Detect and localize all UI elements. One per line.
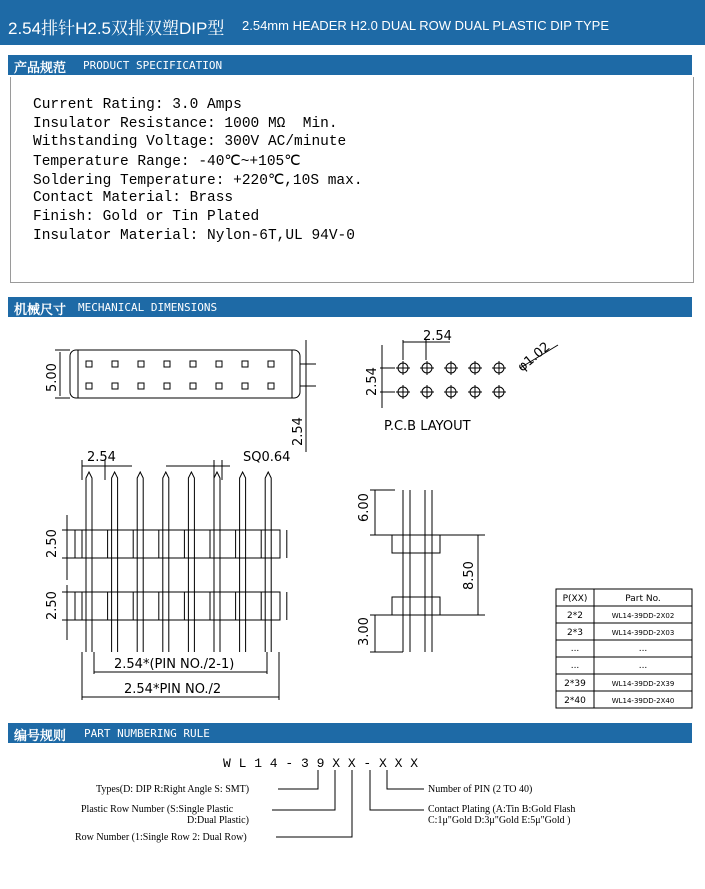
pcb-pitch-x: 2.54	[423, 329, 452, 344]
leader-pin	[387, 770, 424, 789]
front-upper-plastic	[75, 530, 280, 558]
label-row-number: Row Number (1:Single Row 2: Dual Row)	[75, 832, 247, 843]
top-pin	[164, 383, 170, 389]
dim-pin-formula-2: 2.54*PIN NO./2	[124, 682, 222, 697]
front-view-pins	[86, 472, 271, 652]
top-pin	[138, 383, 144, 389]
table-cell: 2*40	[564, 696, 586, 706]
leader-types	[278, 770, 318, 789]
dim-6-00: 6.00	[357, 493, 372, 522]
leader-plastic	[272, 770, 335, 810]
spec-line: Soldering Temperature: +220℃,10S max.	[33, 173, 363, 189]
title-cn: 2.54排针H2.5双排双塑DIP型	[8, 19, 225, 38]
side-upper-plastic	[392, 535, 440, 553]
dim-2-50-b: 2.50	[45, 591, 60, 620]
front-pin	[265, 472, 271, 652]
dim-3-00: 3.00	[357, 617, 372, 646]
table-cell: 2*2	[567, 611, 583, 621]
top-pin	[86, 361, 92, 367]
table-cell: WL14-39DD-2X02	[611, 612, 675, 620]
table-cell: WL14-39DD-2X40	[611, 697, 675, 705]
leader-plating	[370, 770, 424, 810]
spec-line: Withstanding Voltage: 300V AC/minute	[33, 134, 347, 150]
dim-2-50-a: 2.50	[45, 529, 60, 558]
dim-2-54-pitch: 2.54	[87, 450, 116, 465]
front-pin	[112, 472, 118, 652]
front-pin	[163, 472, 169, 652]
spec-line: Insulator Material: Nylon-6T,UL 94V-0	[33, 228, 355, 244]
table-header-part: Part No.	[625, 594, 661, 604]
dim-2-54-side: 2.54	[291, 417, 306, 446]
title-en: 2.54mm HEADER H2.0 DUAL ROW DUAL PLASTIC DIP TYPE	[242, 18, 609, 33]
label-plating-2: C:1μ"Gold D:3μ"Gold E:5μ"Gold )	[428, 815, 571, 826]
top-pin	[86, 383, 92, 389]
numbering-title-cn: 编号规则	[14, 729, 67, 744]
front-lower-plastic	[75, 592, 280, 620]
top-pin	[190, 361, 196, 367]
table-cell: ...	[570, 644, 580, 654]
top-pin	[164, 361, 170, 367]
pcb-pitch-y: 2.54	[365, 367, 380, 396]
top-pin	[216, 361, 222, 367]
dim-pin-formula-1: 2.54*(PIN NO./2-1)	[114, 657, 235, 672]
table-cell: ...	[638, 661, 648, 671]
numbering-title-en: PART NUMBERING RULE	[84, 727, 210, 740]
spec-line: Insulator Resistance: 1000 MΩ Min.	[33, 116, 338, 132]
front-pin	[86, 472, 92, 652]
dim-5-00: 5.00	[45, 363, 60, 392]
spec-line: Temperature Range: -40℃~+105℃	[33, 154, 301, 170]
numbering-section-header	[8, 723, 692, 743]
table-header-p: P(XX)	[562, 594, 588, 604]
part-code: W L 1 4 - 3 9 X X - X X X	[223, 756, 419, 771]
top-pin	[268, 383, 274, 389]
label-pin-count: Number of PIN (2 TO 40)	[428, 784, 533, 795]
top-view-pins	[86, 361, 274, 389]
side-lower-plastic	[392, 597, 440, 615]
table-cell: 2*39	[564, 679, 586, 689]
spec-title-en: PRODUCT SPECIFICATION	[83, 59, 223, 72]
dim-sq: SQ0.64	[243, 450, 291, 465]
top-pin	[242, 383, 248, 389]
top-pin	[112, 383, 118, 389]
pcb-layout-label: P.C.B LAYOUT	[384, 419, 471, 434]
front-pin	[137, 472, 143, 652]
top-pin	[138, 361, 144, 367]
front-pin	[214, 472, 220, 652]
label-plastic-row-1: Plastic Row Number (S:Single Plastic	[81, 804, 234, 815]
spec-line: Current Rating: 3.0 Amps	[33, 97, 242, 113]
top-pin	[242, 361, 248, 367]
table-cell: ...	[570, 661, 580, 671]
top-pin	[216, 383, 222, 389]
leader-row	[276, 770, 352, 837]
spec-line: Contact Material: Brass	[33, 190, 234, 206]
top-view-body	[70, 350, 300, 398]
pcb-holes	[396, 361, 506, 399]
front-pin	[240, 472, 246, 652]
front-pin	[188, 472, 194, 652]
table-cell: 2*3	[567, 628, 583, 638]
mech-title-cn: 机械尺寸	[14, 303, 67, 318]
label-types: Types(D: DIP R:Right Angle S: SMT)	[96, 784, 250, 795]
table-cell: WL14-39DD-2X39	[611, 680, 675, 688]
dim-8-50: 8.50	[462, 561, 477, 590]
table-cell: ...	[638, 644, 648, 654]
front-plastic-ticks	[82, 530, 287, 620]
table-cell: WL14-39DD-2X03	[611, 629, 675, 637]
pcb-hole-dia: φ1.02	[514, 339, 554, 376]
label-plating-1: Contact Plating (A:Tin B:Gold Flash	[428, 804, 576, 815]
spec-title-cn: 产品规范	[14, 61, 67, 76]
top-pin	[268, 361, 274, 367]
spec-line: Finish: Gold or Tin Plated	[33, 209, 260, 225]
top-pin	[112, 361, 118, 367]
mech-title-en: MECHANICAL DIMENSIONS	[78, 301, 218, 314]
label-plastic-row-2: D:Dual Plastic)	[187, 815, 249, 826]
top-pin	[190, 383, 196, 389]
